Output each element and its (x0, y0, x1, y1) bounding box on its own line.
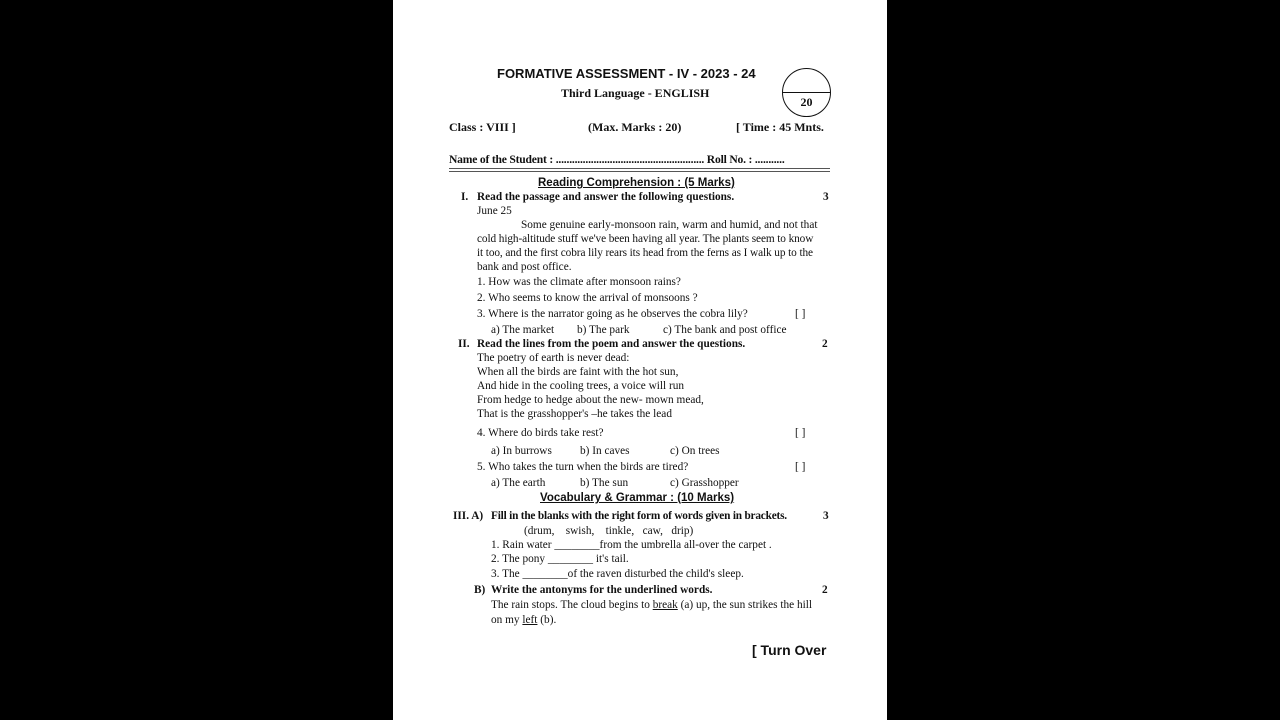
question-number: II. (458, 338, 470, 350)
question-marks: 3 (823, 191, 829, 203)
question-text: Read the passage and answer the following questions. (477, 191, 735, 203)
text: (b). (537, 614, 557, 626)
marks-circle: 20 (782, 68, 831, 117)
text: (a) up, the sun strikes the hill (677, 599, 813, 611)
poem-line: The poetry of earth is never dead: (477, 352, 630, 364)
passage-date: June 25 (477, 205, 512, 217)
word-bank: (drum, swish, tinkle, caw, drip) (524, 525, 694, 537)
blank-item: 3. The ________of the raven disturbed the child's sleep. (491, 568, 744, 580)
option: c) The bank and post office (663, 324, 787, 336)
underlined-word: left (522, 614, 538, 626)
option: b) The park (577, 324, 630, 336)
question-number: B) (474, 584, 486, 596)
text: The rain stops. The cloud begins to (491, 599, 653, 611)
question-text: Read the lines from the poem and answer the questions. (477, 338, 746, 350)
option: b) In caves (580, 445, 630, 457)
class-label: Class : VIII ] (449, 120, 516, 134)
passage-line: cold high-altitude stuff we've been having all year. The plants seem to know (477, 233, 814, 245)
blank-item: 1. Rain water ________from the umbrella all-over the carpet . (491, 539, 772, 551)
exam-page (393, 0, 887, 720)
poem-line: When all the birds are faint with the hot sun, (477, 366, 679, 378)
exam-title: FORMATIVE ASSESSMENT - IV - 2023 - 24 (497, 66, 756, 81)
option: a) The market (491, 324, 555, 336)
divider (449, 171, 830, 172)
antonym-line (491, 614, 556, 627)
question-item: 5. Who takes the turn when the birds are tired? (477, 461, 689, 473)
question-number: III. A) (453, 510, 484, 522)
option: c) Grasshopper (670, 477, 739, 489)
question-item: 1. How was the climate after monsoon rains? (477, 276, 681, 288)
student-name-line: Name of the Student : ....................................................... Roll No. : ........... (449, 153, 785, 166)
option: c) On trees (670, 445, 720, 457)
option: a) The earth (491, 477, 546, 489)
poem-line: From hedge to hedge about the new- mown mead, (477, 394, 704, 406)
question-item: 3. Where is the narrator going as he observes the cobra lily? (477, 308, 748, 320)
question-marks: 3 (823, 510, 829, 522)
antonym-line (491, 599, 812, 612)
poem-line: And hide in the cooling trees, a voice will run (477, 380, 685, 392)
section-heading: Reading Comprehension : (5 Marks) (538, 177, 735, 189)
underlined-word: break (652, 599, 678, 611)
passage-line: bank and post office. (477, 261, 572, 273)
passage-line: Some genuine early-monsoon rain, warm and humid, and not that (521, 219, 818, 231)
question-marks: 2 (822, 584, 828, 596)
question-marks: 2 (822, 338, 828, 350)
answer-bracket: [ ] (795, 308, 806, 320)
question-text: Fill in the blanks with the right form of words given in brackets. (491, 510, 787, 522)
blank-item: 2. The pony ________ it's tail. (491, 553, 629, 565)
question-text: Write the antonyms for the underlined words. (491, 584, 713, 596)
answer-bracket: [ ] (795, 427, 806, 439)
option: b) The sun (580, 477, 629, 489)
max-marks: (Max. Marks : 20) (588, 120, 682, 134)
text: on my (491, 614, 523, 626)
poem-line: That is the grasshopper's –he takes the lead (477, 408, 672, 420)
turn-over: [ Turn Over (752, 642, 827, 658)
question-item: 2. Who seems to know the arrival of monsoons ? (477, 292, 698, 304)
question-item: 4. Where do birds take rest? (477, 427, 604, 439)
exam-subtitle: Third Language - ENGLISH (561, 86, 710, 100)
divider (449, 168, 830, 169)
option: a) In burrows (491, 445, 552, 457)
section-heading: Vocabulary & Grammar : (10 Marks) (540, 492, 735, 504)
passage-line: it too, and the first cobra lily rears its head from the ferns as I walk up to the (477, 247, 813, 259)
question-number: I. (461, 191, 469, 203)
answer-bracket: [ ] (795, 461, 806, 473)
time-label: [ Time : 45 Mnts. (736, 120, 824, 134)
